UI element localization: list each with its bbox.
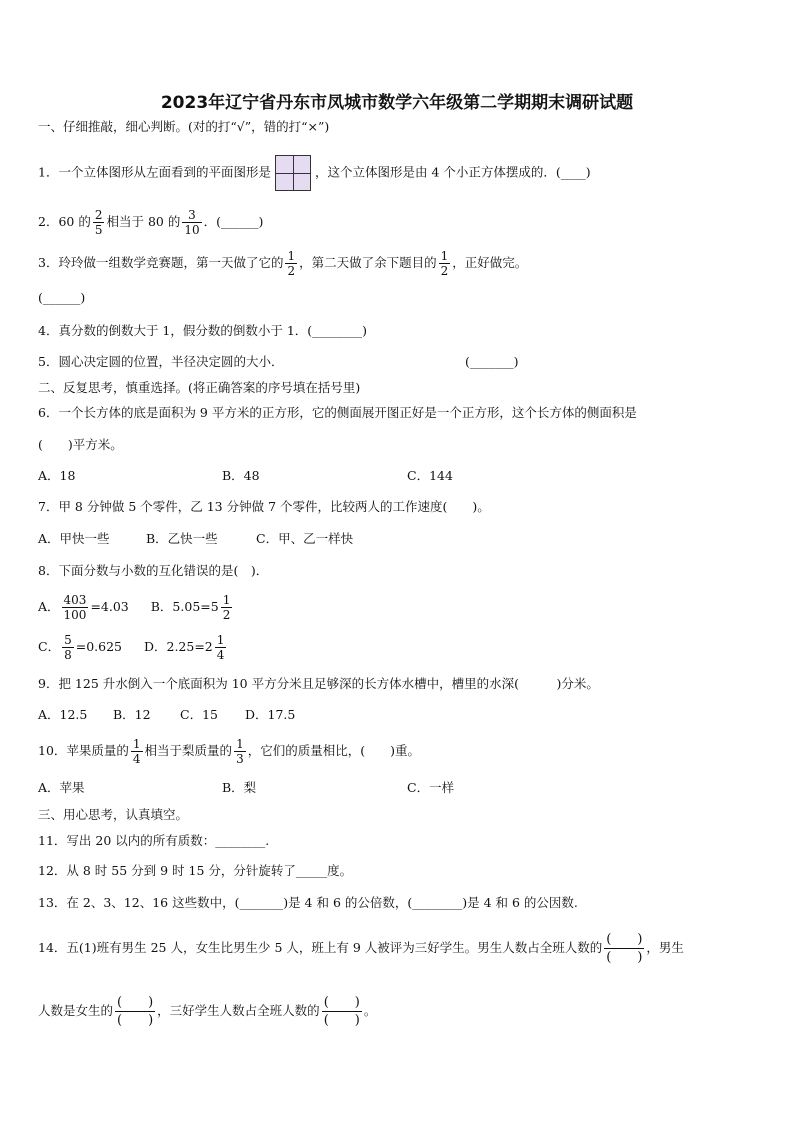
q14-text-d: ，三好学生人数占全班人数的 bbox=[157, 1003, 320, 1018]
q3-text-b: ，第二天做了余下题目的 bbox=[299, 255, 437, 270]
q8-options-row-2 bbox=[38, 630, 228, 664]
q8-options-row-1 bbox=[38, 590, 234, 624]
q14-text-a: 14．五(1)班有男生 25 人，女生比男生少 5 人，班上有 9 人被评为三好学生。男生人数占全班人数的 bbox=[38, 940, 603, 955]
question-5: 5．圆心决定圆的位置，半径决定圆的大小． bbox=[38, 354, 284, 369]
q2-fraction-1: $\frac{2}{5}$ bbox=[94, 208, 103, 237]
q8-option-d-fraction: $\frac{1}{4}$ bbox=[216, 633, 225, 662]
question-14-cont bbox=[38, 989, 376, 1033]
q10-option-b: B．梨 bbox=[222, 780, 257, 795]
question-9: 9．把 125 升水倒入一个底面积为 10 平方分米且足够深的长方体水槽中，槽里的水深( )分米。 bbox=[38, 676, 599, 691]
q1-text-a: 1．一个立体图形从左面看到的平面图形是 bbox=[38, 164, 271, 180]
q8-option-c-value: =0.625 bbox=[75, 639, 122, 654]
question-2 bbox=[38, 204, 263, 240]
q14-text-c: 人数是女生的 bbox=[38, 1003, 114, 1018]
q7-option-a: A．甲快一些 bbox=[38, 531, 110, 546]
q2-fraction-2: $\frac{3}{10}$ bbox=[184, 208, 200, 237]
question-6-cont: ( )平方米。 bbox=[38, 437, 123, 452]
q2-text-b: 相当于 80 的 bbox=[106, 214, 181, 229]
q9-option-a: A．12.5 bbox=[38, 707, 88, 722]
q10-text-b: 相当于梨质量的 bbox=[144, 743, 233, 758]
q1-text-b: ，这个立体图形是由 4 个小正方体摆成的．(____) bbox=[314, 164, 591, 180]
q6-option-c: C．144 bbox=[407, 468, 453, 483]
q8-option-c-label: C． bbox=[38, 639, 61, 654]
q9-option-b: B．12 bbox=[113, 707, 151, 722]
page-title: 2023年辽宁省丹东市凤城市数学六年级第二学期期末调研试题 bbox=[160, 93, 634, 113]
question-11: 11．写出 20 以内的所有质数：________. bbox=[38, 833, 270, 848]
q14-text-e: 。 bbox=[363, 1003, 377, 1018]
q10-fraction-2: $\frac{1}{3}$ bbox=[236, 737, 244, 766]
q3-fraction-1: $\frac{1}{2}$ bbox=[287, 249, 296, 278]
q2-text-c: ．(______) bbox=[203, 214, 264, 229]
q10-option-a: A．苹果 bbox=[38, 780, 85, 795]
q8-option-a-label: A． bbox=[38, 599, 60, 614]
question-4: 4．真分数的倒数大于 1，假分数的倒数小于 1．(________) bbox=[38, 323, 368, 338]
question-8: 8．下面分数与小数的互化错误的是( )． bbox=[38, 563, 269, 578]
q7-option-b: B．乙快一些 bbox=[146, 531, 218, 546]
q8-option-a-value: =4.03 bbox=[90, 599, 129, 614]
q7-option-c: C．甲、乙一样快 bbox=[256, 531, 354, 546]
q3-text-c: ，正好做完。 bbox=[452, 255, 528, 270]
q3-text-a: 3．玲玲做一组数学竞赛题，第一天做了它的 bbox=[38, 255, 284, 270]
q6-option-a: A．18 bbox=[38, 468, 76, 483]
q14-fraction-blank-1: $\frac{( )}{( )}$ bbox=[606, 932, 643, 965]
question-10 bbox=[38, 733, 420, 769]
section-1-heading: 一、仔细推敲，细心判断。(对的打“√”，错的打“×”) bbox=[38, 119, 330, 134]
q2-text-a: 2．60 的 bbox=[38, 214, 91, 229]
q14-text-b: ，男生 bbox=[646, 940, 684, 955]
q8-option-d-label: D．2.25=2 bbox=[143, 639, 213, 654]
q10-option-c: C．一样 bbox=[407, 780, 455, 795]
q9-option-c: C．15 bbox=[180, 707, 218, 722]
question-14 bbox=[38, 926, 684, 970]
q10-fraction-1: $\frac{1}{4}$ bbox=[132, 737, 141, 766]
question-3 bbox=[38, 246, 527, 280]
q14-fraction-blank-2: $\frac{( )}{( )}$ bbox=[117, 995, 154, 1028]
question-1 bbox=[38, 155, 591, 191]
question-6: 6．一个长方体的底是面积为 9 平方米的正方形，它的侧面展开图正好是一个正方形，这个长方体的侧面积是 bbox=[38, 405, 637, 420]
section-2-heading: 二、反复思考，慎重选择。(将正确答案的序号填在括号里) bbox=[38, 380, 361, 395]
q3-fraction-2: $\frac{1}{2}$ bbox=[440, 249, 449, 278]
q5-answer-blank: (_______) bbox=[465, 354, 519, 369]
q8-option-c-fraction: $\frac{5}{8}$ bbox=[64, 633, 72, 662]
q10-text-c: ，它们的质量相比，( )重。 bbox=[247, 743, 420, 758]
q6-option-b: B．48 bbox=[222, 468, 260, 483]
q8-option-b-label: B．5.05=5 bbox=[150, 599, 219, 614]
section-3-heading: 三、用心思考，认真填空。 bbox=[38, 807, 189, 822]
q3-answer-blank: (______) bbox=[38, 290, 86, 305]
question-12: 12．从 8 时 55 分到 9 时 15 分，分针旋转了_____度。 bbox=[38, 863, 353, 878]
question-7: 7．甲 8 分钟做 5 个零件，乙 13 分钟做 7 个零件，比较两人的工作速度( )。 bbox=[38, 499, 490, 514]
q10-text-a: 10．苹果质量的 bbox=[38, 743, 129, 758]
q8-option-b-fraction: $\frac{1}{2}$ bbox=[222, 593, 231, 622]
q9-option-d: D．17.5 bbox=[245, 707, 296, 722]
q14-fraction-blank-3: $\frac{( )}{( )}$ bbox=[323, 995, 360, 1028]
question-13: 13．在 2、3、12、16 这些数中，(_______)是 4 和 6 的公倍数，(________)是 4 和 6 的公因数. bbox=[38, 895, 578, 910]
q8-option-a-fraction: $\frac{403}{100}$ bbox=[63, 593, 87, 622]
left-view-figure bbox=[275, 155, 311, 191]
